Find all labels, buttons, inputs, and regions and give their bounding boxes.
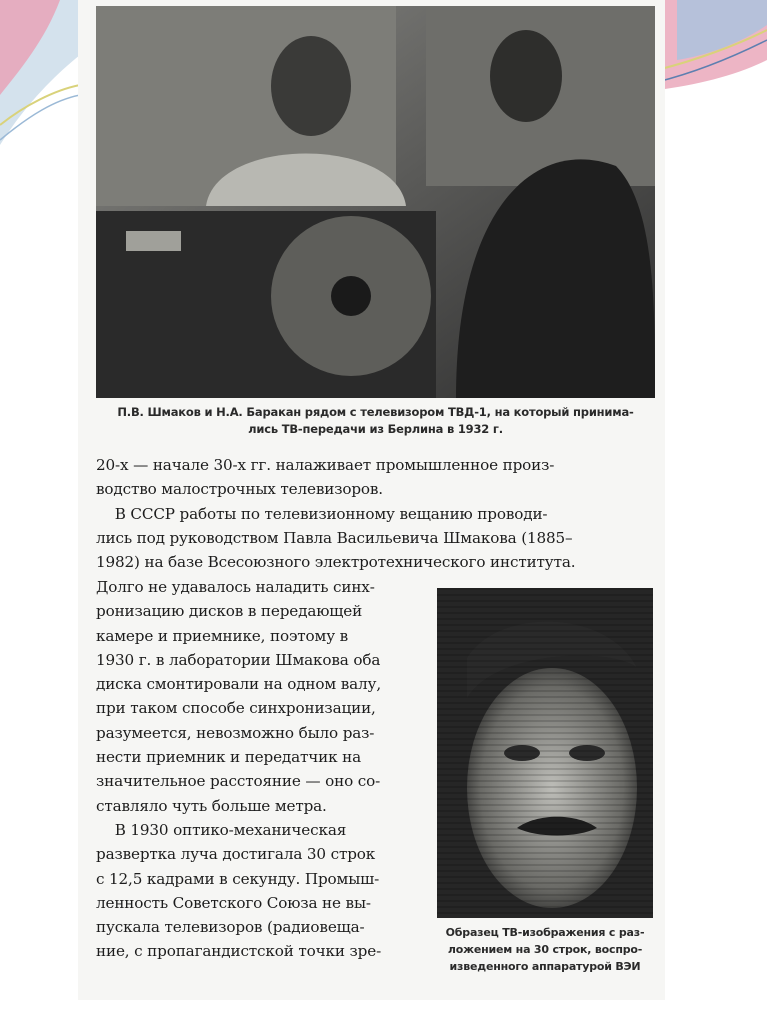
text-line: ронизацию дисков в передающей: [96, 602, 363, 621]
decorative-swoosh-left: [0, 0, 80, 150]
text-line: ленность Советского Союза не вы-: [96, 893, 371, 912]
body-text-full: [96, 453, 575, 574]
text-line: 20-х — начале 30-х гг. налаживает промышленное произ-: [96, 456, 555, 474]
text-line: ние, с пропагандистской точки зре-: [96, 942, 382, 961]
text-line: диска смонтировали на одном валу,: [96, 675, 382, 694]
text-line: Долго не удавалось наладить синх-: [96, 578, 375, 596]
caption-line: П.В. Шмаков и Н.А. Баракан рядом с телевизором ТВД-1, на который принима-: [117, 405, 634, 419]
caption-line: Образец ТВ-изображения с раз-: [445, 926, 645, 939]
text-line: значительное расстояние — оно со-: [96, 772, 381, 791]
text-line: нести приемник и передатчик на: [96, 748, 362, 767]
body-text-column: [96, 575, 381, 964]
text-line: 1982) на базе Всесоюзного электротехнического института.: [96, 553, 576, 572]
photo-shmakov-barakan: [96, 6, 655, 398]
portrait-photo-caption: [437, 924, 653, 975]
text-line: с 12,5 кадрами в секунду. Промыш-: [96, 869, 380, 888]
text-line: В СССР работы по телевизионному вещанию проводи-: [96, 504, 548, 523]
text-line: пускала телевизоров (радиовеща-: [96, 918, 365, 937]
text-line: лись под руководством Павла Васильевича Шмакова (1885–: [96, 528, 573, 547]
text-line: водство малострочных телевизоров.: [96, 480, 383, 499]
caption-line: лись ТВ-передачи из Берлина в 1932 г.: [248, 422, 503, 436]
top-photo-caption: [96, 404, 655, 438]
text-line: при таком способе синхронизации,: [96, 699, 376, 718]
caption-line: изведенного аппаратурой ВЭИ: [449, 960, 641, 973]
text-line: ставляло чуть больше метра.: [96, 796, 327, 815]
caption-line: ложением на 30 строк, воспро-: [447, 943, 643, 956]
photo-tv-image-sample: [437, 588, 653, 918]
text-line: развертка луча достигала 30 строк: [96, 845, 376, 864]
decorative-swoosh-right: [657, 0, 767, 110]
text-line: разумеется, невозможно было раз-: [96, 723, 375, 742]
text-line: камере и приемнике, поэтому в: [96, 626, 349, 645]
text-line: В 1930 оптико-механическая: [96, 820, 347, 839]
text-line: 1930 г. в лаборатории Шмакова оба: [96, 650, 381, 669]
